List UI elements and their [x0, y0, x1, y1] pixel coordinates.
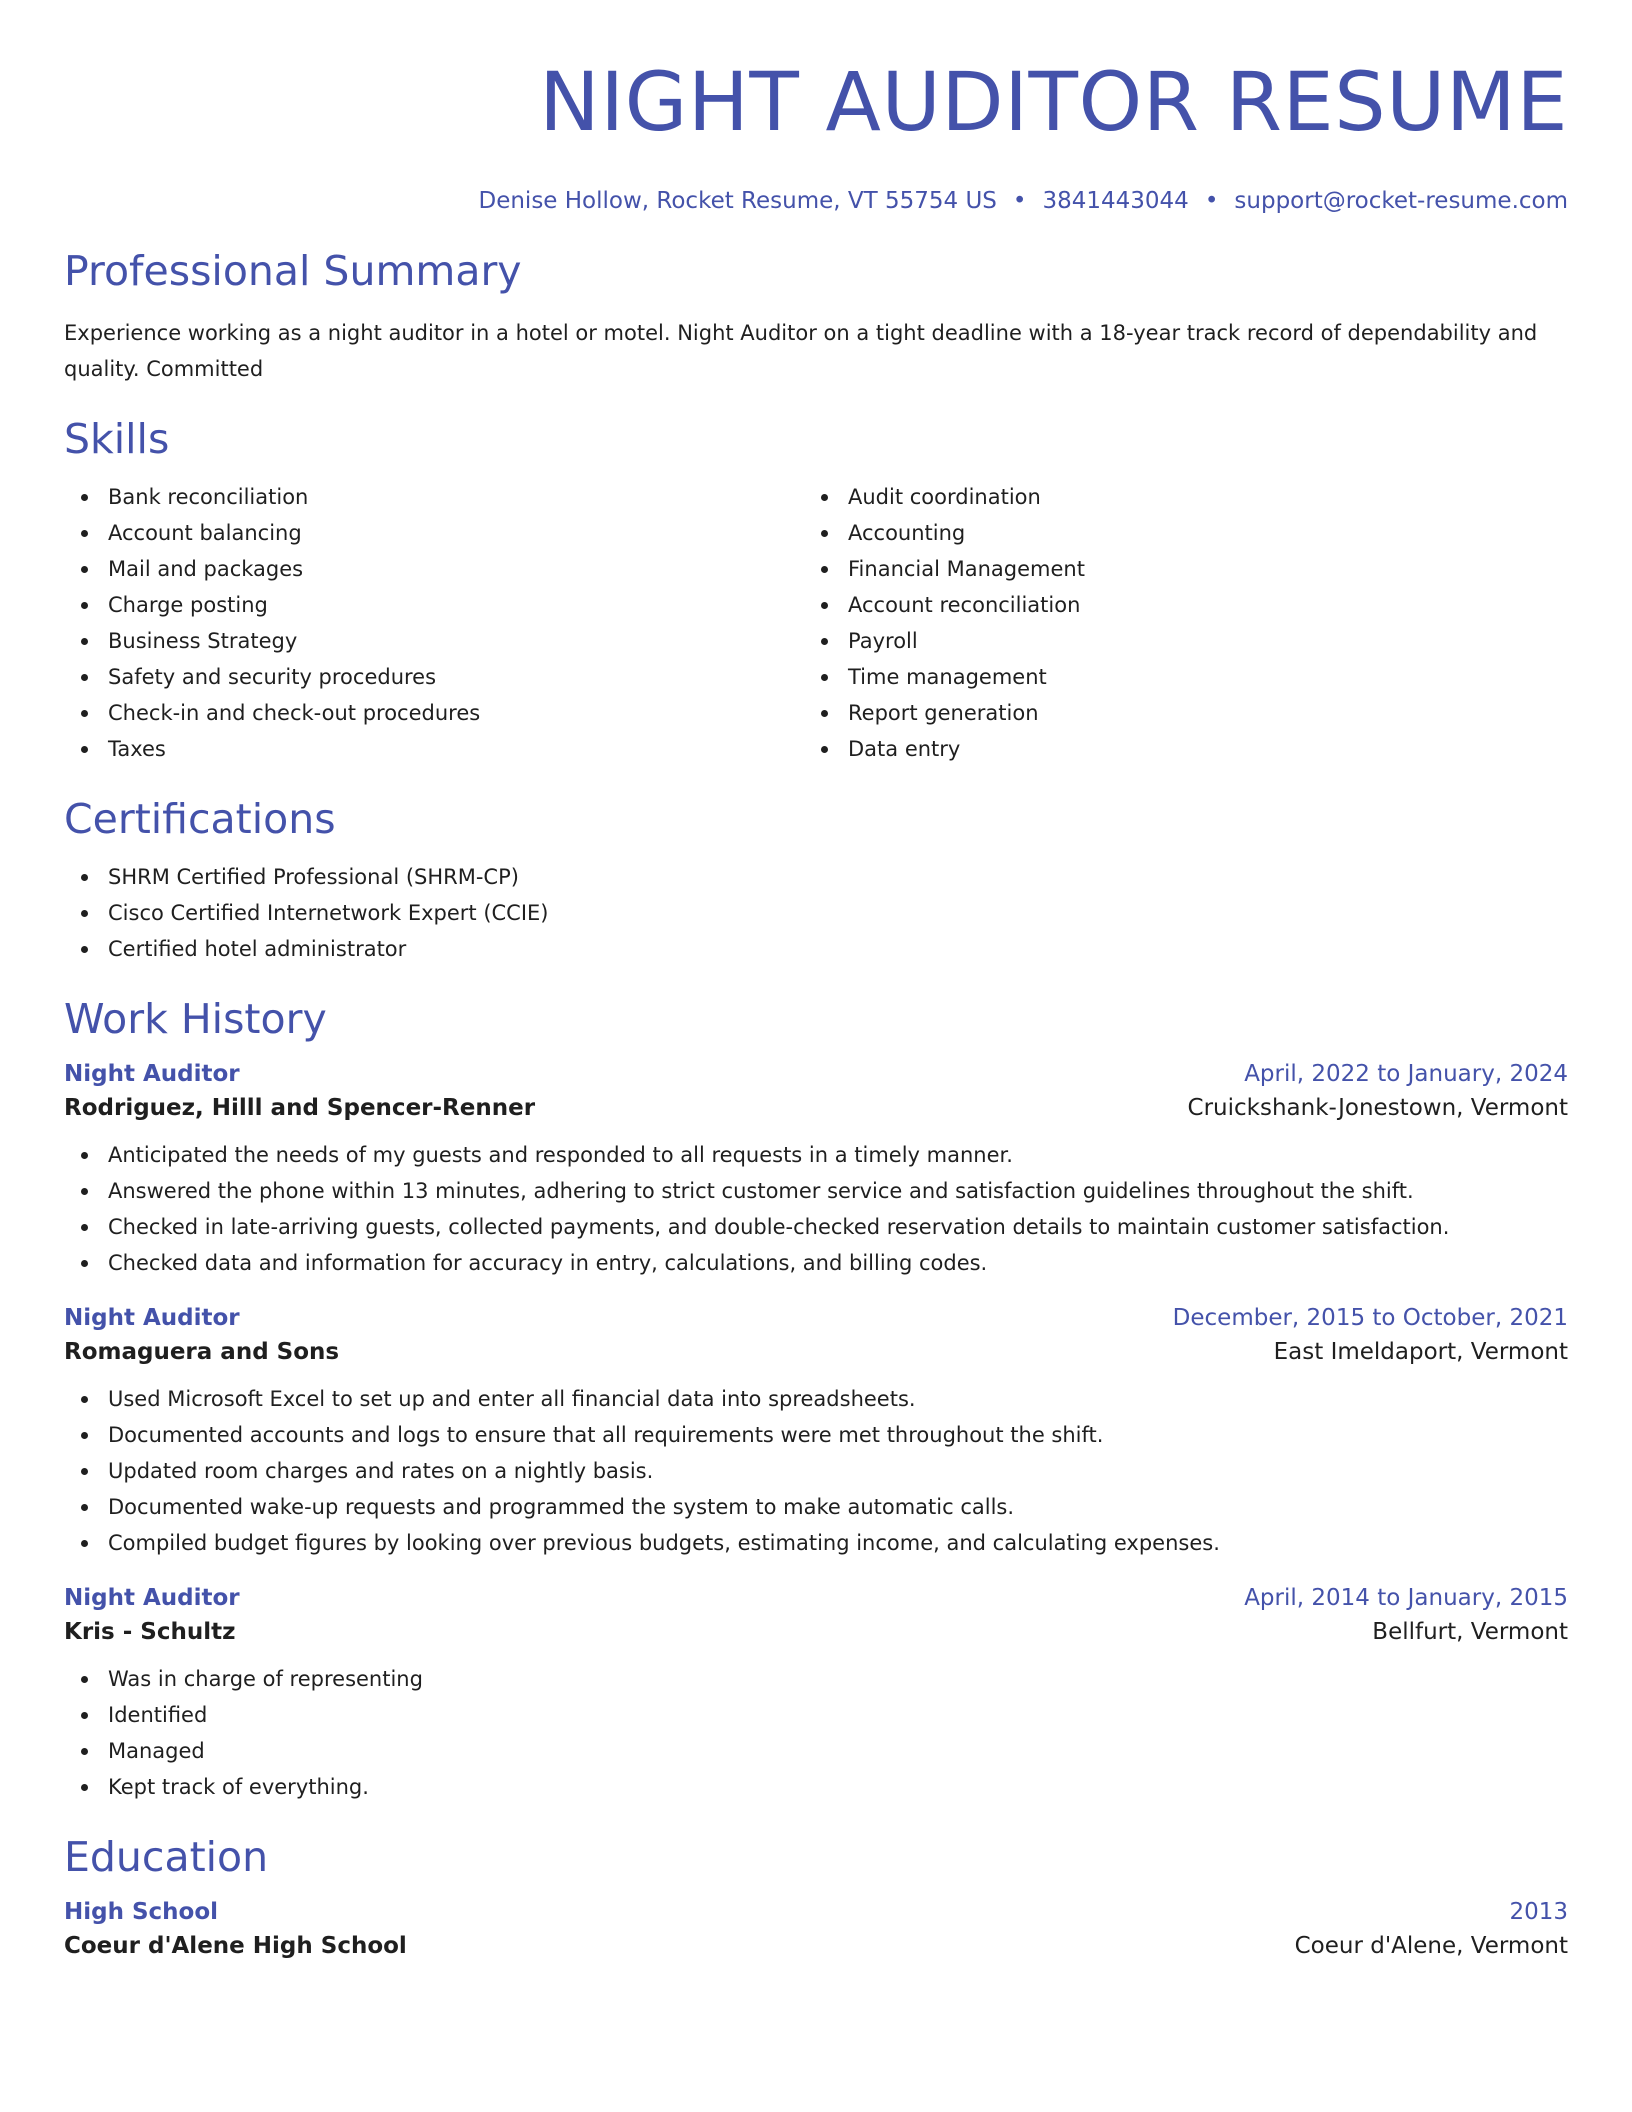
skill-item: Mail and packages — [64, 551, 804, 587]
job-duties — [64, 1381, 1568, 1561]
skill-item: Business Strategy — [64, 623, 804, 659]
job-title: Night Auditor — [64, 1585, 240, 1611]
skill-item: Safety and security procedures — [64, 659, 804, 695]
job-duty: Checked in late-arriving guests, collected payments, and double-checked reservation details to maintain customer satisfaction. — [64, 1209, 1568, 1245]
skill-item: Time management — [804, 659, 1544, 695]
job-dates: April, 2014 to January, 2015 — [1244, 1585, 1568, 1611]
job-entry — [64, 1585, 1568, 1805]
summary-heading: Professional Summary — [64, 247, 522, 295]
certifications-list — [64, 859, 1568, 967]
certification-item: Certified hotel administrator — [64, 931, 1568, 967]
education-heading: Education — [64, 1833, 269, 1881]
contact-line — [64, 188, 1568, 214]
contact-separator: • — [1204, 188, 1219, 214]
summary-text: Experience working as a night auditor in a hotel or motel. Night Auditor on a tight deadline with a 18-year track record of dependability and quality. Committed — [64, 321, 1538, 381]
job-duty: Documented wake-up requests and programmed the system to make automatic calls. — [64, 1489, 1568, 1525]
job-subheader — [64, 1095, 1568, 1121]
job-duty: Documented accounts and logs to ensure that all requirements were met throughout the shift. — [64, 1417, 1568, 1453]
certifications-heading: Certifications — [64, 795, 336, 843]
job-duty: Kept track of everything. — [64, 1769, 1568, 1805]
job-entry — [64, 1061, 1568, 1281]
skill-item: Charge posting — [64, 587, 804, 623]
job-company: Rodriguez, Hilll and Spencer-Renner — [64, 1095, 536, 1121]
work-history-heading: Work History — [64, 995, 327, 1043]
skills-heading: Skills — [64, 415, 170, 463]
job-header — [64, 1061, 1568, 1087]
job-location: Cruickshank-Jonestown, Vermont — [1187, 1095, 1568, 1121]
job-duty: Used Microsoft Excel to set up and enter all financial data into spreadsheets. — [64, 1381, 1568, 1417]
skill-item: Data entry — [804, 731, 1544, 767]
job-company: Romaguera and Sons — [64, 1339, 340, 1365]
job-location: Bellfurt, Vermont — [1372, 1619, 1568, 1645]
job-duty: Anticipated the needs of my guests and responded to all requests in a timely manner. — [64, 1137, 1568, 1173]
job-header — [64, 1585, 1568, 1611]
certification-item: SHRM Certified Professional (SHRM-CP) — [64, 859, 1568, 895]
skill-item: Check-in and check-out procedures — [64, 695, 804, 731]
education-entry — [64, 1899, 1568, 1959]
education-year: 2013 — [1509, 1899, 1568, 1925]
skill-item: Payroll — [804, 623, 1544, 659]
skill-item: Bank reconciliation — [64, 479, 804, 515]
job-title: Night Auditor — [64, 1305, 240, 1331]
job-title: Night Auditor — [64, 1061, 240, 1087]
job-subheader — [64, 1339, 1568, 1365]
job-subheader — [64, 1619, 1568, 1645]
contact-separator: • — [1012, 188, 1027, 214]
job-duty: Updated room charges and rates on a nightly basis. — [64, 1453, 1568, 1489]
job-company: Kris - Schultz — [64, 1619, 236, 1645]
job-dates: April, 2022 to January, 2024 — [1244, 1061, 1568, 1087]
job-location: East Imeldaport, Vermont — [1273, 1339, 1568, 1365]
resume-title: NIGHT AUDITOR RESUME — [539, 56, 1568, 150]
job-duty: Managed — [64, 1733, 1568, 1769]
job-header — [64, 1305, 1568, 1331]
skill-item: Report generation — [804, 695, 1544, 731]
job-duty: Answered the phone within 13 minutes, adhering to strict customer service and satisfaction guidelines throughout the shift. — [64, 1173, 1568, 1209]
job-duties — [64, 1661, 1568, 1805]
contact-address: Denise Hollow, Rocket Resume, VT 55754 US — [478, 188, 997, 214]
education-degree: High School — [64, 1899, 219, 1925]
contact-phone[interactable]: 3841443044 — [1042, 188, 1189, 214]
job-duty: Identified — [64, 1697, 1568, 1733]
education-location: Coeur d'Alene, Vermont — [1294, 1933, 1568, 1959]
job-duty: Compiled budget figures by looking over previous budgets, estimating income, and calculating expenses. — [64, 1525, 1568, 1561]
education-header — [64, 1899, 1568, 1925]
contact-email[interactable]: support@rocket-resume.com — [1234, 188, 1568, 214]
job-entry — [64, 1305, 1568, 1561]
certification-item: Cisco Certified Internetwork Expert (CCIE) — [64, 895, 1568, 931]
skill-item: Audit coordination — [804, 479, 1544, 515]
skills-grid — [64, 479, 1568, 767]
education-school: Coeur d'Alene High School — [64, 1933, 407, 1959]
skills-list-right — [804, 479, 1544, 767]
skills-list-left — [64, 479, 804, 767]
education-subheader — [64, 1933, 1568, 1959]
skill-item: Account reconciliation — [804, 587, 1544, 623]
skill-item: Financial Management — [804, 551, 1544, 587]
job-duty: Checked data and information for accuracy in entry, calculations, and billing codes. — [64, 1245, 1568, 1281]
skill-item: Accounting — [804, 515, 1544, 551]
skill-item: Account balancing — [64, 515, 804, 551]
job-duties — [64, 1137, 1568, 1281]
job-dates: December, 2015 to October, 2021 — [1172, 1305, 1568, 1331]
job-duty: Was in charge of representing — [64, 1661, 1568, 1697]
skill-item: Taxes — [64, 731, 804, 767]
